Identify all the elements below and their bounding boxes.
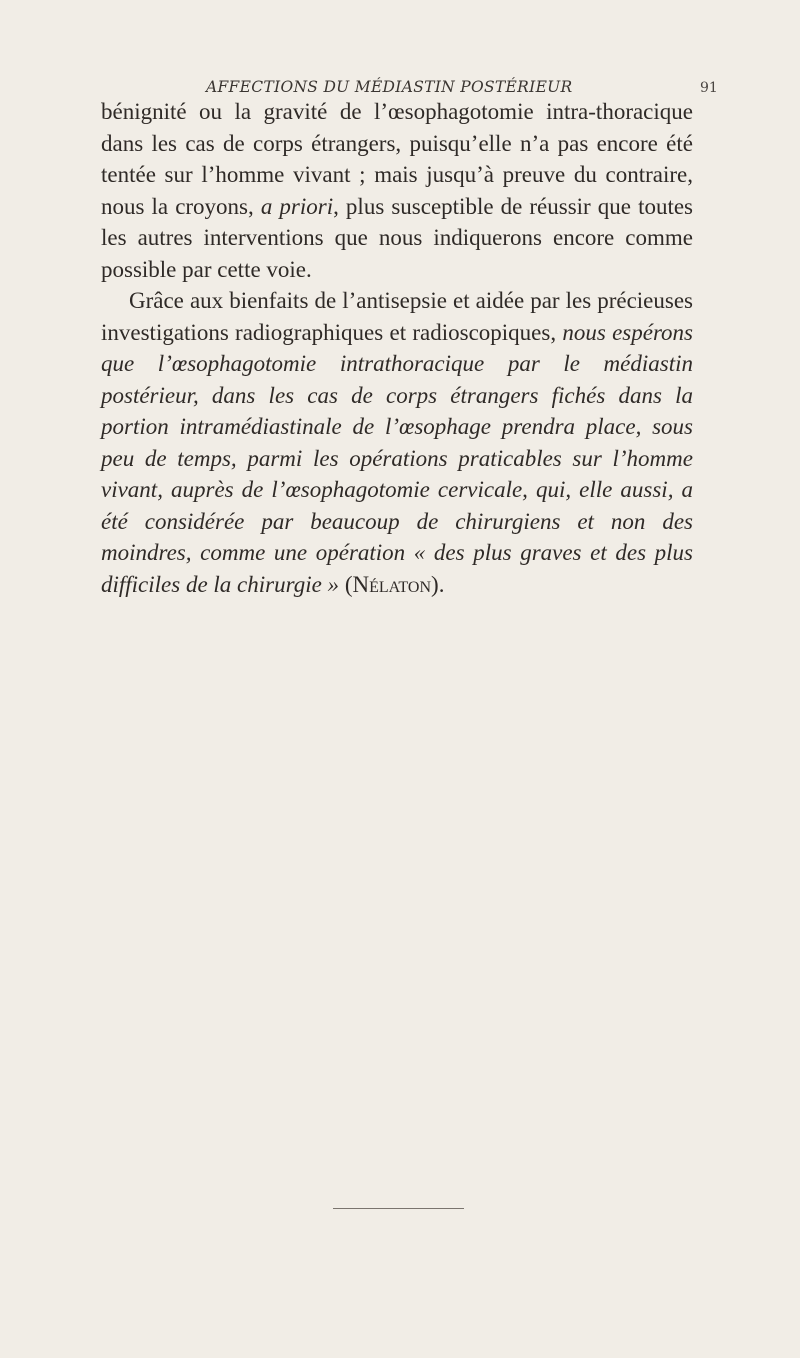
body-text: [101, 96, 693, 600]
paragraph-2: [101, 285, 693, 600]
paragraph-2-close: ).: [431, 571, 445, 597]
paragraph-2-italic: nous espérons que l’œsophagotomie intrathoracique par le médiastin postérieur, dans les cas de corps étrangers fichés dans la portion intramédiastinale de l’œsophage prendra place, sous peu de temps, parmi les opérations praticables sur l’homme vivant, auprès de l’œsophagotomie cervicale, qui, elle aussi, a été considérée par beaucoup de chirurgiens et non des moindres, comme une opération « des plus graves et des plus difficiles de la chirurgie »: [101, 319, 693, 597]
paragraph-2-open-paren: (: [339, 571, 353, 597]
paragraph-1-end: , plus susceptible de réussir que toutes les autres interventions que nous indiquerons encore comme possible par cette voie.: [101, 193, 694, 282]
paragraph-1: [101, 96, 693, 285]
page-number: 91: [700, 80, 718, 96]
paragraph-2-text: Grâce aux bienfaits de l’antisepsie et aidée par les précieuses investigations radiographiques et radioscopiques,: [101, 288, 693, 345]
section-divider: [333, 1208, 464, 1209]
paragraph-1-italic: a priori: [260, 193, 334, 219]
running-title: AFFECTIONS DU MÉDIASTIN POSTÉRIEUR: [206, 78, 573, 96]
citation-author: Nélaton: [352, 571, 432, 597]
paragraph-1-text: bénignité ou la gravité de l’œsophagotomie intra-thoracique dans les cas de corps étrangers, puisqu’elle n’a pas encore été tentée sur l’homme vivant ; mais jusqu’à preuve du contraire, nous la croyons,: [101, 99, 693, 219]
